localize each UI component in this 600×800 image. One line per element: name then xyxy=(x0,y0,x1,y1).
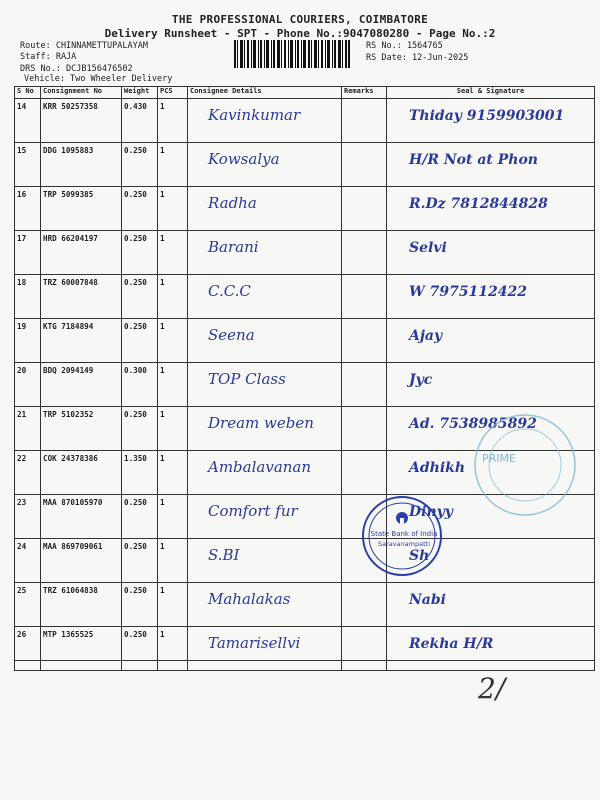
row-consignment-no-cell xyxy=(41,319,122,363)
row-consignment-no: TRP 5102352 xyxy=(43,410,94,419)
row-sno-cell xyxy=(15,187,41,231)
row-consignment-no-cell xyxy=(41,407,122,451)
row-remarks-cell xyxy=(342,231,387,275)
company-title: THE PROFESSIONAL COURIERS, COIMBATORE xyxy=(171,13,429,26)
row-pcs-cell xyxy=(158,495,188,539)
row-consignee: Comfort fur xyxy=(208,502,298,520)
row-sno: 26 xyxy=(17,630,27,639)
row-pcs: 1 xyxy=(160,190,165,199)
row-consignment-no: DDG 1095883 xyxy=(43,146,94,155)
row-consignee-cell xyxy=(188,583,342,627)
row-consignee: Radha xyxy=(208,194,257,212)
prime-seal-stamp xyxy=(470,410,580,520)
row-pcs: 1 xyxy=(160,630,165,639)
row-weight: 0.250 xyxy=(124,542,147,551)
row-sno: 24 xyxy=(17,542,27,551)
row-consignee-cell xyxy=(188,231,342,275)
row-weight: 1.350 xyxy=(124,454,147,463)
row-consignment-no: COK 24378386 xyxy=(43,454,98,463)
row-consignment-no-cell xyxy=(41,231,122,275)
row-consignee-cell xyxy=(188,99,342,143)
row-consignment-no-cell xyxy=(41,495,122,539)
row-consignee-cell xyxy=(188,495,342,539)
row-pcs: 1 xyxy=(160,366,165,375)
table-row xyxy=(15,143,595,187)
col-header-weight: Weight xyxy=(122,87,158,99)
row-consignment-no: HRD 66204197 xyxy=(43,234,98,243)
row-sno-cell xyxy=(15,407,41,451)
row-pcs-cell xyxy=(158,407,188,451)
row-sno-cell xyxy=(15,99,41,143)
row-pcs: 1 xyxy=(160,586,165,595)
row-signature-cell xyxy=(387,363,595,407)
row-pcs-cell xyxy=(158,275,188,319)
row-weight-cell xyxy=(122,143,158,187)
row-signature: W 7975112422 xyxy=(409,284,528,300)
row-signature: Rekha H/R xyxy=(409,636,494,652)
row-weight-cell xyxy=(122,627,158,671)
col-header-sno: S No xyxy=(15,87,41,99)
row-weight-cell xyxy=(122,363,158,407)
row-consignment-no: TRP 5099385 xyxy=(43,190,94,199)
row-signature: H/R Not at Phon xyxy=(409,152,538,168)
row-signature: Jyc xyxy=(409,372,433,388)
row-consignment-no-cell xyxy=(41,99,122,143)
row-signature: R.Dz 7812844828 xyxy=(409,196,548,212)
row-weight: 0.250 xyxy=(124,146,147,155)
row-sno-cell xyxy=(15,363,41,407)
runsheet-subtitle: Delivery Runsheet - SPT - Phone No.:9047080280 - Page No.:2 xyxy=(104,27,496,40)
rs-number: RS No.: 1564765 xyxy=(366,41,443,51)
row-consignment-no-cell xyxy=(41,583,122,627)
row-consignee: S.BI xyxy=(208,546,240,564)
row-consignment-no-cell xyxy=(41,143,122,187)
row-pcs: 1 xyxy=(160,234,165,243)
row-weight: 0.250 xyxy=(124,586,147,595)
row-consignee-cell xyxy=(188,407,342,451)
row-sno-cell xyxy=(15,583,41,627)
row-consignee: TOP Class xyxy=(208,370,286,388)
row-signature: Nabi xyxy=(409,592,446,608)
row-sno: 25 xyxy=(17,586,27,595)
row-pcs: 1 xyxy=(160,454,165,463)
col-header-consignee: Consignee Details xyxy=(188,87,342,99)
row-signature: Thiday 9159903001 xyxy=(409,108,565,124)
row-consignee: Tamarisellvi xyxy=(208,634,301,652)
row-signature-cell xyxy=(387,99,595,143)
row-pcs-cell xyxy=(158,363,188,407)
row-remarks-cell xyxy=(342,583,387,627)
handwritten-page-mark: 2/ xyxy=(478,672,506,705)
row-pcs: 1 xyxy=(160,410,165,419)
row-consignment-no: KTG 7184894 xyxy=(43,322,94,331)
row-consignee: Dream weben xyxy=(208,414,314,432)
row-consignee-cell xyxy=(188,143,342,187)
row-consignment-no-cell xyxy=(41,539,122,583)
row-weight: 0.250 xyxy=(124,234,147,243)
row-pcs-cell xyxy=(158,231,188,275)
row-sno-cell xyxy=(15,319,41,363)
row-remarks-cell xyxy=(342,99,387,143)
row-weight: 0.250 xyxy=(124,190,147,199)
row-weight-cell xyxy=(122,407,158,451)
row-sno: 23 xyxy=(17,498,27,507)
row-weight-cell xyxy=(122,187,158,231)
row-sno: 21 xyxy=(17,410,27,419)
row-sno: 14 xyxy=(17,102,27,111)
row-sno-cell xyxy=(15,495,41,539)
row-sno: 18 xyxy=(17,278,27,287)
table-row xyxy=(15,187,595,231)
row-signature-cell xyxy=(387,143,595,187)
row-remarks-cell xyxy=(342,363,387,407)
prime-stamp-text: PRIME xyxy=(482,452,516,465)
row-sno: 15 xyxy=(17,146,27,155)
row-sno-cell xyxy=(15,627,41,671)
row-pcs-cell xyxy=(158,627,188,671)
table-row xyxy=(15,363,595,407)
row-signature-cell xyxy=(387,187,595,231)
table-row xyxy=(15,583,595,627)
row-pcs: 1 xyxy=(160,542,165,551)
row-weight: 0.250 xyxy=(124,322,147,331)
row-weight-cell xyxy=(122,583,158,627)
row-remarks-cell xyxy=(342,451,387,495)
row-consignment-no-cell xyxy=(41,451,122,495)
row-consignment-no: BDQ 2094149 xyxy=(43,366,94,375)
row-weight: 0.430 xyxy=(124,102,147,111)
table-row xyxy=(15,319,595,363)
row-signature: Ajay xyxy=(409,328,443,344)
row-consignment-no: MTP 1365525 xyxy=(43,630,94,639)
drs-number: DRS No.: DCJB156476502 xyxy=(20,64,133,74)
row-weight: 0.250 xyxy=(124,410,147,419)
row-consignment-no-cell xyxy=(41,363,122,407)
row-sno-cell xyxy=(15,143,41,187)
row-signature: Sh xyxy=(409,548,430,564)
row-signature-cell xyxy=(387,275,595,319)
row-pcs: 1 xyxy=(160,322,165,331)
row-pcs-cell xyxy=(158,319,188,363)
table-header-row xyxy=(15,87,595,99)
row-pcs-cell xyxy=(158,583,188,627)
row-consignment-no: MAA 870105970 xyxy=(43,498,103,507)
row-sno-cell xyxy=(15,275,41,319)
col-header-consignment: Consignment No xyxy=(41,87,122,99)
table-row xyxy=(15,627,595,671)
row-remarks-cell xyxy=(342,143,387,187)
row-signature-cell xyxy=(387,627,595,671)
row-consignment-no: TRZ 60007848 xyxy=(43,278,98,287)
row-pcs-cell xyxy=(158,451,188,495)
row-consignee-cell xyxy=(188,187,342,231)
table-bottom-rule xyxy=(14,660,594,661)
row-sno: 20 xyxy=(17,366,27,375)
row-sno: 22 xyxy=(17,454,27,463)
row-remarks-cell xyxy=(342,187,387,231)
row-weight-cell xyxy=(122,495,158,539)
row-weight-cell xyxy=(122,275,158,319)
route-label: Route: CHINNAMETTUPALAYAM xyxy=(20,41,148,51)
row-remarks-cell xyxy=(342,319,387,363)
staff-label: Staff: RAJA xyxy=(20,52,77,62)
row-sno: 17 xyxy=(17,234,27,243)
row-pcs-cell xyxy=(158,187,188,231)
row-signature: Adhikh xyxy=(409,460,466,476)
vehicle-label: Vehicle: Two Wheeler Delivery xyxy=(24,74,173,84)
row-consignee-cell xyxy=(188,627,342,671)
row-consignee: Mahalakas xyxy=(208,590,291,608)
row-remarks-cell xyxy=(342,407,387,451)
sbi-stamp-branch: Saravanampatti xyxy=(377,540,431,548)
row-signature-cell xyxy=(387,319,595,363)
row-weight-cell xyxy=(122,539,158,583)
table-row xyxy=(15,539,595,583)
col-header-remarks: Remarks xyxy=(342,87,387,99)
row-pcs: 1 xyxy=(160,498,165,507)
row-consignment-no-cell xyxy=(41,187,122,231)
row-sno: 19 xyxy=(17,322,27,331)
row-weight: 0.250 xyxy=(124,630,147,639)
row-consignment-no-cell xyxy=(41,627,122,671)
row-signature-cell xyxy=(387,583,595,627)
row-weight-cell xyxy=(122,319,158,363)
row-sno-cell xyxy=(15,231,41,275)
row-consignee: Barani xyxy=(208,238,259,256)
row-pcs: 1 xyxy=(160,102,165,111)
row-consignee-cell xyxy=(188,363,342,407)
table-row xyxy=(15,275,595,319)
row-consignee: Kavinkumar xyxy=(208,106,301,124)
row-weight: 0.250 xyxy=(124,498,147,507)
row-sno: 16 xyxy=(17,190,27,199)
row-remarks-cell xyxy=(342,275,387,319)
row-consignee: Kowsalya xyxy=(208,150,280,168)
row-consignee-cell xyxy=(188,539,342,583)
row-consignee-cell xyxy=(188,451,342,495)
barcode-image xyxy=(234,40,350,68)
row-consignee-cell xyxy=(188,275,342,319)
row-consignee: Seena xyxy=(208,326,255,344)
row-pcs-cell xyxy=(158,539,188,583)
row-sno-cell xyxy=(15,539,41,583)
row-pcs-cell xyxy=(158,143,188,187)
table-row xyxy=(15,99,595,143)
row-weight-cell xyxy=(122,99,158,143)
row-signature: Selvi xyxy=(409,240,447,256)
row-consignee: C.C.C xyxy=(208,282,251,300)
row-consignment-no: TRZ 61064838 xyxy=(43,586,98,595)
row-pcs: 1 xyxy=(160,146,165,155)
row-signature: Dinyy xyxy=(409,504,453,520)
row-consignment-no: KRR 50257358 xyxy=(43,102,98,111)
row-remarks-cell xyxy=(342,627,387,671)
row-consignee-cell xyxy=(188,319,342,363)
row-weight: 0.300 xyxy=(124,366,147,375)
row-weight-cell xyxy=(122,231,158,275)
col-header-pcs: PCS xyxy=(158,87,188,99)
row-pcs: 1 xyxy=(160,278,165,287)
row-consignment-no: MAA 869709061 xyxy=(43,542,103,551)
row-weight-cell xyxy=(122,451,158,495)
runsheet-table xyxy=(14,86,595,671)
row-sno-cell xyxy=(15,451,41,495)
row-signature-cell xyxy=(387,231,595,275)
col-header-seal: Seal & Signature xyxy=(387,87,595,99)
rs-date: RS Date: 12-Jun-2025 xyxy=(366,53,469,63)
row-weight: 0.250 xyxy=(124,278,147,287)
row-consignee: Ambalavanan xyxy=(208,458,312,476)
sbi-stamp-name: State Bank of India xyxy=(370,530,438,538)
row-consignment-no-cell xyxy=(41,275,122,319)
table-row xyxy=(15,231,595,275)
row-pcs-cell xyxy=(158,99,188,143)
row-signature: Ad. 7538985892 xyxy=(409,416,537,432)
